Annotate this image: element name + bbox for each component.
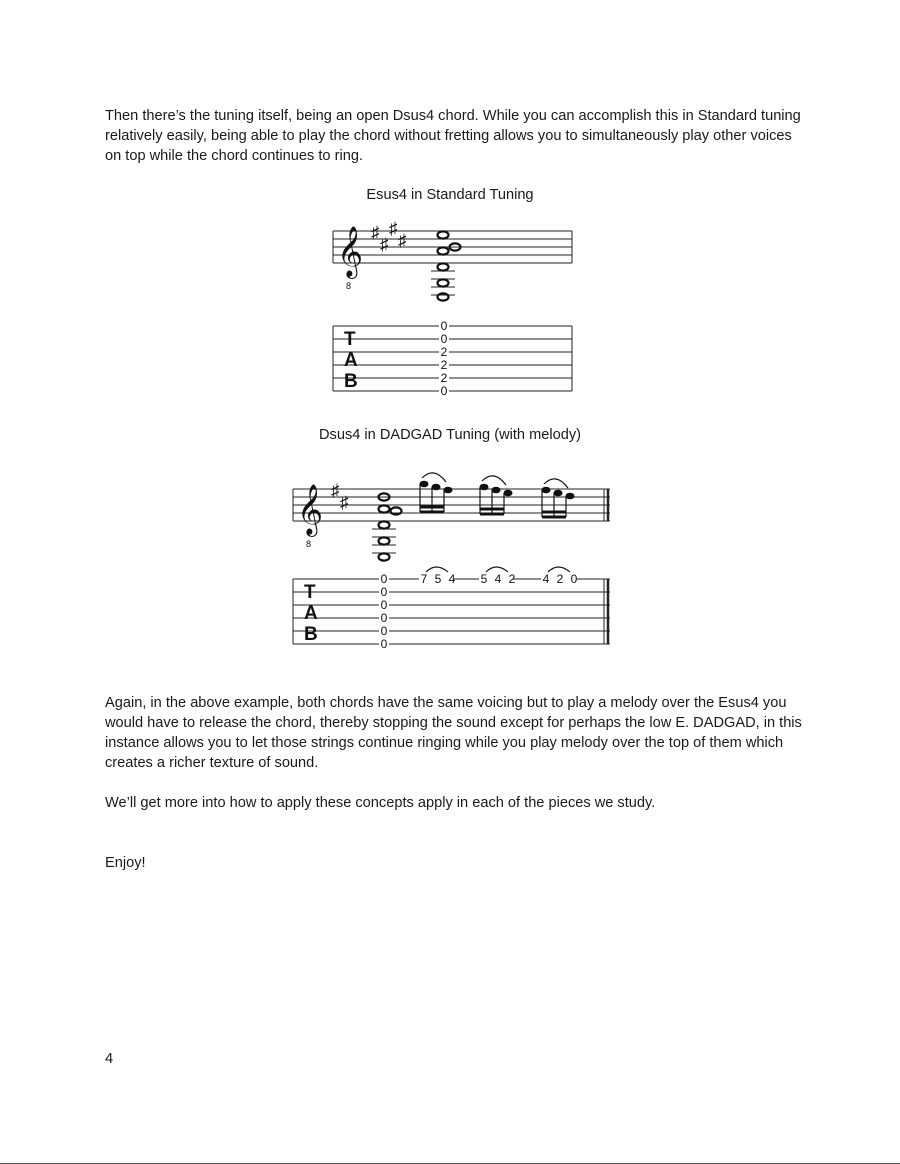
again-paragraph: Again, in the above example, both chords have the same voicing but to play a melody over the Esus4 you would have to release the chord, thereby stopping the sound except for perhaps the low E. DADGAD, in this instance allows you to let those strings continue ringing while you play melody over the top of them which creates a richer texture of sound. (105, 695, 802, 771)
note-head (542, 487, 551, 494)
tab-fret: 0 (380, 572, 388, 586)
tab-fret: 0 (380, 624, 388, 638)
clef-octave-mark: 8 (346, 281, 352, 291)
tab-fret: 2 (440, 358, 448, 372)
tab-letter-t: T (304, 582, 316, 603)
tab-melody-fret: 4 (542, 572, 550, 586)
note-head (420, 481, 429, 488)
concepts-paragraph: We’ll get more into how to apply these concepts apply in each of the pieces we study. (105, 795, 656, 811)
tab-letter-a: A (304, 603, 318, 624)
svg-text:♯: ♯ (371, 223, 380, 242)
melody-group-3 (542, 479, 575, 517)
whole-note (391, 507, 402, 514)
tab-fret: 0 (440, 332, 448, 346)
note-head (566, 493, 575, 500)
dsus4-chord (379, 493, 402, 560)
tab-fret: 0 (380, 598, 388, 612)
tab-melody-fret: 5 (480, 572, 488, 586)
intro-paragraph: Then there’s the tuning itself, being an open Dsus4 chord. While you can accomplish this in Standard tuning relatively easily, being able to play the chord without fretting allows you to simultaneously play other voices on top while the chord continues to ring. (105, 108, 801, 164)
tab-melody-fret: 0 (570, 572, 578, 586)
tab-fret: 0 (440, 384, 448, 398)
tab-fret: 2 (440, 345, 448, 359)
svg-text:♯: ♯ (380, 235, 389, 254)
tab-fret: 0 (380, 585, 388, 599)
whole-note (379, 521, 390, 528)
enjoy-text: Enjoy! (105, 855, 146, 871)
melody-group-2 (480, 476, 513, 514)
tab-letter-b: B (304, 624, 318, 645)
tab-letter-t: T (344, 329, 356, 350)
tab-letter-b: B (344, 371, 358, 392)
treble-clef-icon: 𝄞 (297, 484, 324, 535)
example1-caption: Esus4 in Standard Tuning (366, 187, 534, 203)
slur (544, 479, 568, 488)
note-head (554, 490, 563, 497)
clef-octave-mark: 8 (306, 539, 312, 549)
tab-fret: 0 (380, 611, 388, 625)
tab-melody-fret: 4 (448, 572, 456, 586)
slur (422, 473, 446, 482)
tab-letter-a: A (344, 350, 358, 371)
whole-note (379, 553, 390, 560)
svg-text:♯: ♯ (340, 493, 349, 512)
whole-note (379, 505, 390, 512)
note-head (480, 484, 489, 491)
slur (482, 476, 506, 485)
svg-text:♯: ♯ (398, 231, 407, 250)
tab-fret: 2 (440, 371, 448, 385)
svg-text:♯: ♯ (389, 219, 398, 238)
note-head (492, 487, 501, 494)
key-signature-2-sharps-icon (331, 481, 349, 512)
example2-caption: Dsus4 in DADGAD Tuning (with melody) (319, 427, 581, 443)
note-head (444, 487, 453, 494)
page-number: 4 (105, 1051, 114, 1067)
note-head (432, 484, 441, 491)
tab-melody-fret: 4 (494, 572, 502, 586)
treble-clef-icon: 𝄞 (337, 226, 364, 277)
note-head (504, 490, 513, 497)
tab-melody-fret: 7 (420, 572, 428, 586)
whole-note (379, 537, 390, 544)
tab-melody-fret: 5 (434, 572, 442, 586)
tab-melody-fret: 2 (556, 572, 564, 586)
tab-fret: 0 (440, 319, 448, 333)
tab-fret: 0 (380, 637, 388, 651)
svg-text:♯: ♯ (331, 481, 340, 500)
melody-group-1 (420, 473, 453, 512)
tab-melody-fret: 2 (508, 572, 516, 586)
